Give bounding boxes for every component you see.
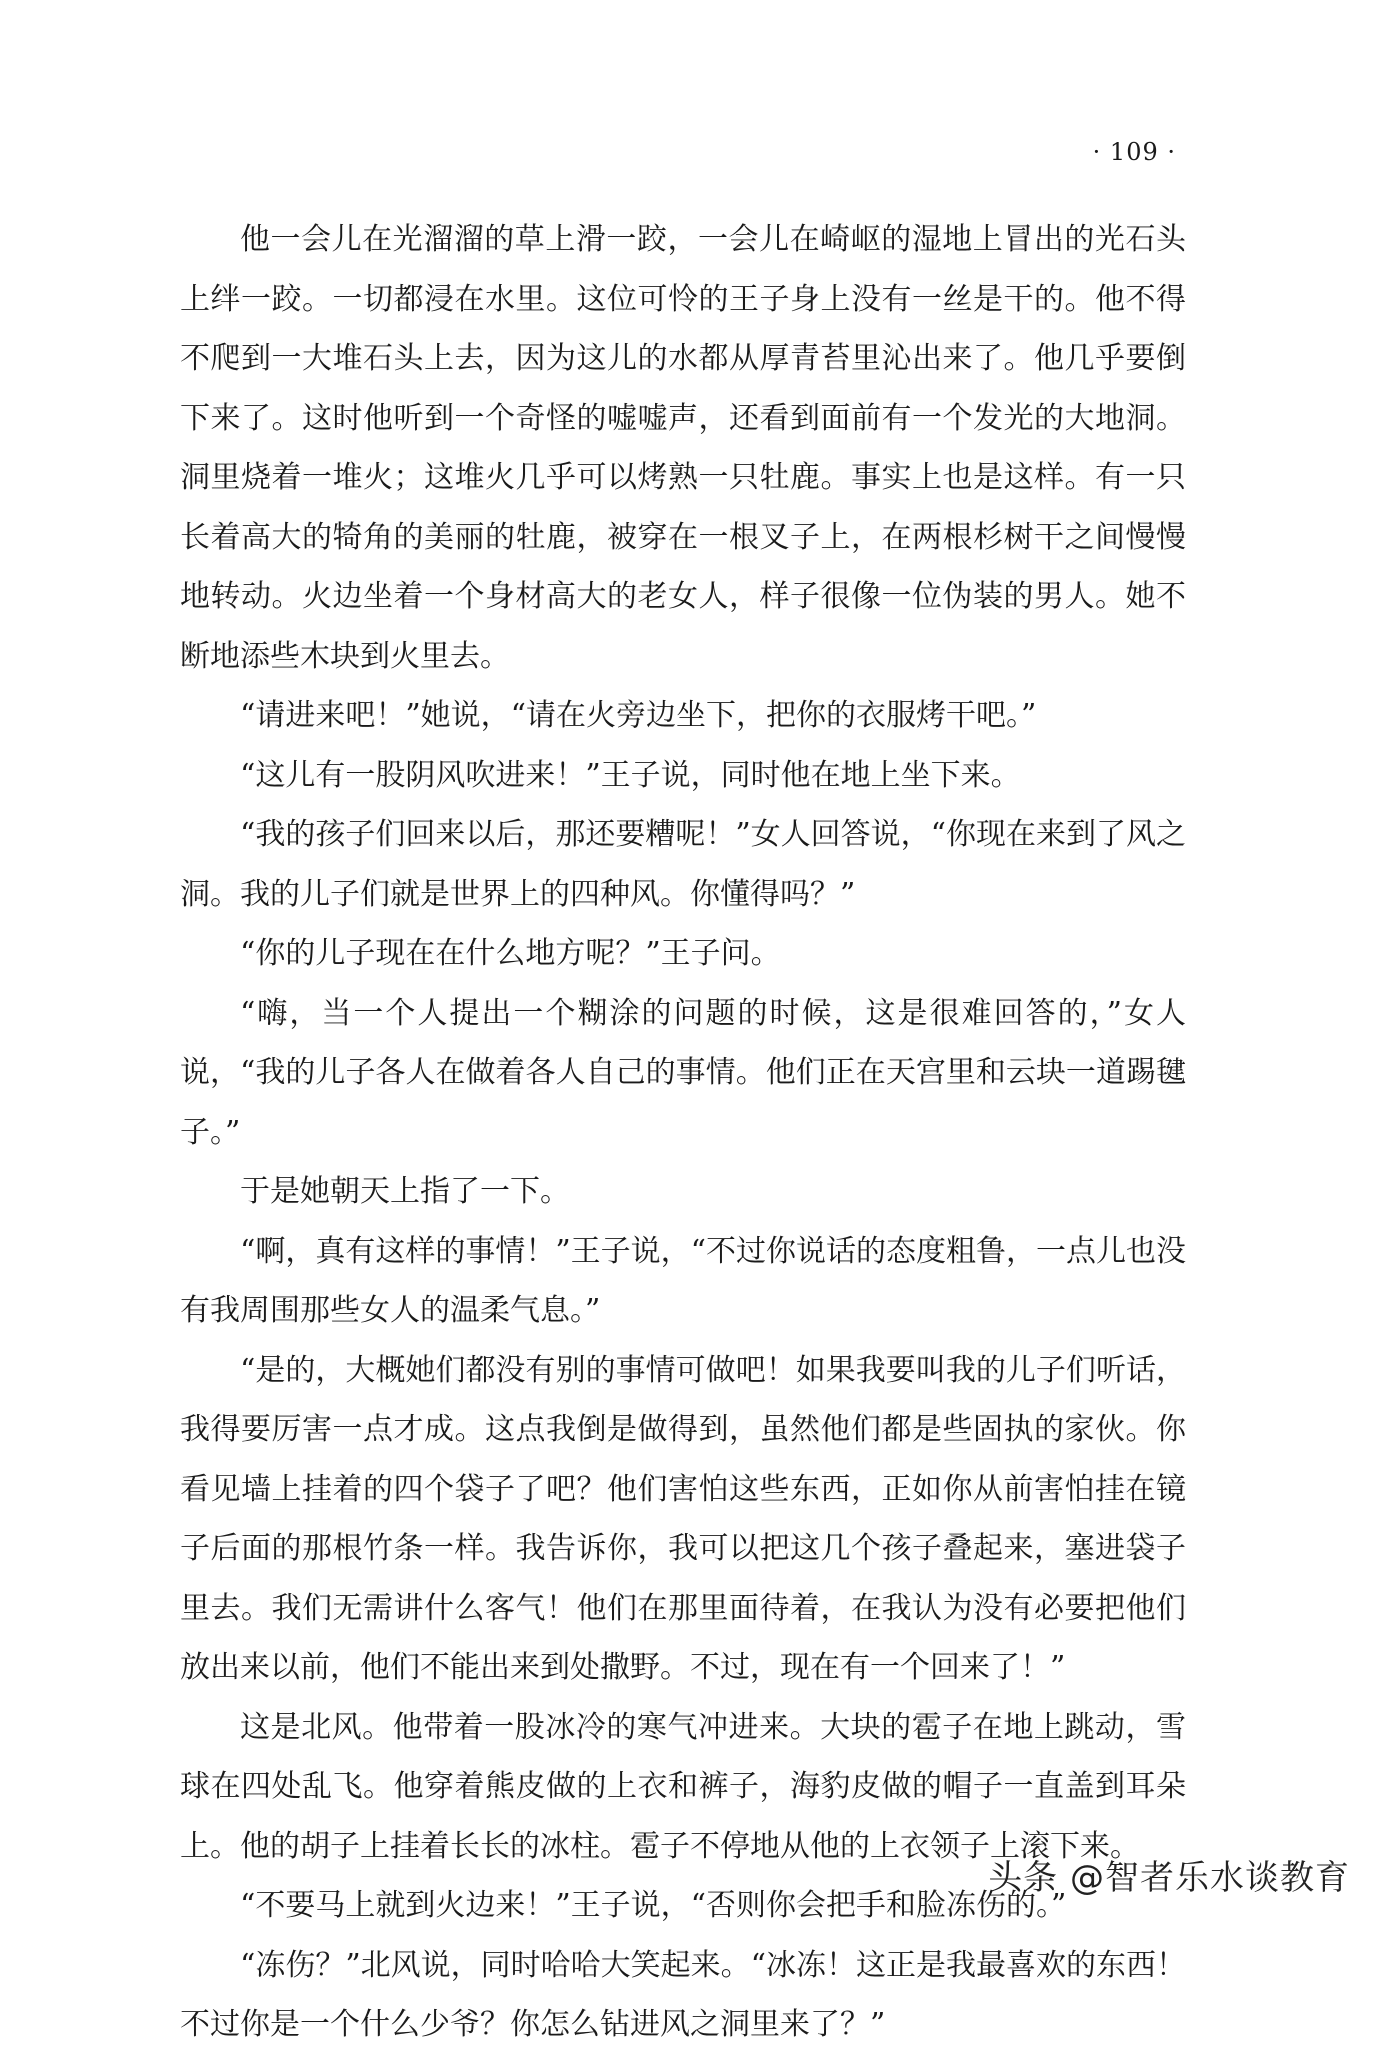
paragraph: “是的，大概她们都没有别的事情可做吧！如果我要叫我的儿子们听话，我得要厉害一点才成。这点我倒是做得到，虽然他们都是些固执的家伙。你看见墙上挂着的四个袋子了吧？他们害怕这些东西，正如你从前害怕挂在镜子后面的那根竹条一样。我告诉你，我可以把这几个孩子叠起来，塞进袋子里去。我们无需讲什么客气！他们在那里面待着，在我认为没有必要把他们放出来以前，他们不能出来到处撒野。不过，现在有一个回来了！” — [180, 1352, 1186, 1685]
page-number: · 109 · — [1092, 138, 1176, 166]
paragraph: “你的儿子现在在什么地方呢？”王子问。 — [240, 936, 781, 971]
paragraph: “不要马上就到火边来！”王子说，“否则你会把手和脸冻伤的。” — [240, 1888, 1067, 1923]
paragraph: 于是她朝天上指了一下。 — [240, 1174, 570, 1209]
paragraph: “嗨，当一个人提出一个糊涂的问题的时候，这是很难回答的，”女人说，“我的儿子各人在做着各人自己的事情。他们正在天宫里和云块一道踢毽子。” — [180, 995, 1186, 1150]
paragraph: “这儿有一股阴风吹进来！”王子说，同时他在地上坐下来。 — [240, 757, 1021, 793]
body-text — [180, 210, 1186, 2055]
paragraph: “冻伤？”北风说，同时哈哈大笑起来。“冰冻！这正是我最喜欢的东西！不过你是一个什么少爷？你怎么钻进风之洞里来了？” — [180, 1947, 1187, 2042]
watermark: 头条 @智者乐水谈教育 — [988, 1858, 1350, 1898]
paragraph: “啊，真有这样的事情！”王子说，“不过你说话的态度粗鲁，一点儿也没有我周围那些女人的温柔气息。” — [180, 1233, 1187, 1328]
paragraph: “我的孩子们回来以后，那还要糟呢！”女人回答说，“你现在来到了风之洞。我的儿子们就是世界上的四种风。你懂得吗？” — [180, 817, 1187, 912]
paragraph: 这是北风。他带着一股冰冷的寒气冲进来。大块的雹子在地上跳动，雪球在四处乱飞。他穿着熊皮做的上衣和裤子，海豹皮做的帽子一直盖到耳朵上。他的胡子上挂着长长的冰柱。雹子不停地从他的上衣领子上滚下来。 — [180, 1709, 1186, 1864]
paragraph: 他一会儿在光溜溜的草上滑一跤，一会儿在崎岖的湿地上冒出的光石头上绊一跤。一切都浸在水里。这位可怜的王子身上没有一丝是干的。他不得不爬到一大堆石头上去，因为这儿的水都从厚青苔里沁出来了。他几乎要倒下来了。这时他听到一个奇怪的嘘嘘声，还看到面前有一个发光的大地洞。洞里烧着一堆火；这堆火几乎可以烤熟一只牡鹿。事实上也是这样。有一只长着高大的犄角的美丽的牡鹿，被穿在一根叉子上，在两根杉树干之间慢慢地转动。火边坐着一个身材高大的老女人，样子很像一位伪装的男人。她不断地添些木块到火里去。 — [180, 222, 1186, 674]
paragraph: “请进来吧！”她说，“请在火旁边坐下，把你的衣服烤干吧。” — [240, 698, 1037, 733]
